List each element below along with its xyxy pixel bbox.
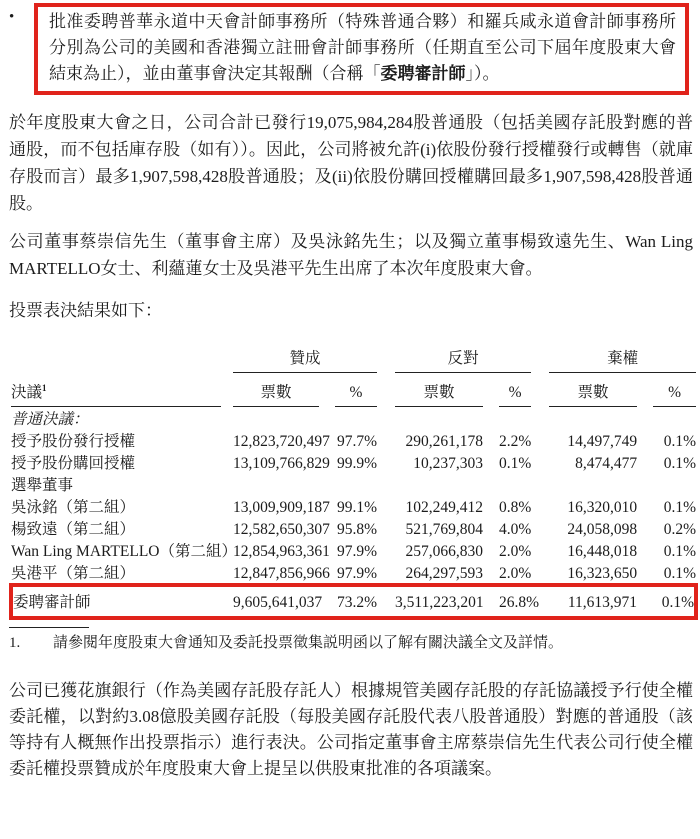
for-votes: 12,582,650,307 xyxy=(233,521,330,538)
column-gap xyxy=(483,429,499,451)
paragraph-shares-issued: 於年度股東大會之日，公司合計已發行19,075,984,284股普通股（包括美國存託股對應的普通股，而不包括庫存股（如有））。因此，公司將被允許(i)依股份發行授權發行或轉售（就庫存股而言）最多1,907,598,428股普通股；及(ii)依股份購回授權購回最多1,907,598,428股普通股。 xyxy=(9,113,693,213)
table-group-header-row xyxy=(11,346,696,373)
for-votes: 12,854,963,361 xyxy=(233,543,330,560)
against-pct: 2.0% xyxy=(499,543,532,560)
column-gap xyxy=(221,561,233,585)
table-subheader-row xyxy=(11,373,696,407)
against-votes: 10,237,303 xyxy=(413,455,484,472)
column-gap xyxy=(483,585,499,618)
for-pct-header: % xyxy=(335,373,377,407)
auditor-resolution-text-post: 」）。 xyxy=(465,64,500,83)
against-pct: 2.0% xyxy=(499,565,532,582)
against-votes: 102,249,412 xyxy=(405,499,484,516)
for-votes: 12,823,720,497 xyxy=(233,433,330,450)
table-row-director-jerry-yang xyxy=(11,517,696,539)
abstain-pct: 0.1% xyxy=(663,499,697,516)
table-row-director-wu-kang-ping xyxy=(11,561,696,585)
resolution-label: 吳港平（第二組） xyxy=(11,565,136,582)
abstain-pct: 0.1% xyxy=(663,543,697,560)
column-gap xyxy=(483,451,499,473)
abstain-pct-header: % xyxy=(653,373,696,407)
column-group-for: 贊成 xyxy=(233,346,377,373)
table-row-director-wu-yongming xyxy=(11,495,696,517)
paragraph-attendees: 公司董事蔡崇信先生（董事會主席）及吳泳銘先生；以及獨立董事楊致遠先生、Wan Ling MARTELLO女士、利蘊蓮女士及吳港平先生出席了本次年度股東大會。 xyxy=(9,232,693,278)
for-votes: 12,847,856,966 xyxy=(233,565,330,582)
column-gap xyxy=(531,451,549,473)
column-gap xyxy=(637,585,653,618)
column-gap xyxy=(377,561,395,585)
column-group-abstain: 棄權 xyxy=(549,346,696,373)
resolution-label: 楊致遠（第二組） xyxy=(11,521,136,538)
column-gap xyxy=(221,495,233,517)
highlight-box-auditor-resolution xyxy=(34,3,689,95)
column-gap xyxy=(221,346,233,373)
abstain-pct: 0.1% xyxy=(663,565,697,582)
paragraph-citibank-proxy: 公司已獲花旗銀行（作為美國存託股存託人）根據規管美國存託股的存託協議授予行使全權委託權，以對約3.08億股美國存託股（每股美國存託股代表八股普通股）對應的普通股（該等持有人概無作出投票指示）進行表決。公司指定董事會主席蔡崇信先生代表公司行使全權委託權投票贊成於年度股東大會上提呈以供股東批准的各項議案。 xyxy=(9,681,693,778)
resolution-label: 委聘審計師 xyxy=(11,585,221,618)
column-gap xyxy=(221,585,233,618)
auditor-resolution-text xyxy=(49,9,676,87)
paragraph-results-intro: 投票表決結果如下： xyxy=(9,301,162,320)
column-gap xyxy=(637,495,653,517)
column-gap xyxy=(531,495,549,517)
table-row-share-issuance xyxy=(11,429,696,451)
column-gap xyxy=(377,346,395,373)
auditor-resolution-text-bold: 委聘審計師 xyxy=(380,64,466,83)
for-votes: 9,605,641,037 xyxy=(233,585,319,618)
table-row-section-election xyxy=(11,473,696,495)
column-gap xyxy=(221,451,233,473)
resolution-header-label: 決議 xyxy=(11,384,43,401)
section-label: 選舉董事 xyxy=(11,477,74,494)
against-pct: 0.1% xyxy=(499,455,532,472)
abstain-pct: 0.2% xyxy=(663,521,697,538)
resolution-header xyxy=(11,373,221,407)
resolution-label: 授予股份購回授權 xyxy=(11,455,136,472)
auditor-resolution-bullet-item xyxy=(9,3,693,95)
abstain-votes: 14,497,749 xyxy=(567,433,638,450)
column-gap xyxy=(637,429,653,451)
abstain-votes: 16,448,018 xyxy=(567,543,638,560)
column-gap xyxy=(483,561,499,585)
abstain-votes: 24,058,098 xyxy=(567,521,638,538)
column-gap xyxy=(377,539,395,561)
abstain-votes: 11,613,971 xyxy=(549,585,637,618)
against-pct: 26.8% xyxy=(499,585,531,618)
for-votes: 13,009,909,187 xyxy=(233,499,330,516)
column-gap xyxy=(377,451,395,473)
against-votes: 264,297,593 xyxy=(405,565,484,582)
resolution-label: 吳泳銘（第二組） xyxy=(11,499,136,516)
abstain-votes: 16,323,650 xyxy=(567,565,638,582)
column-gap xyxy=(483,373,499,407)
column-gap xyxy=(531,429,549,451)
column-gap xyxy=(221,429,233,451)
table-row-section-ordinary xyxy=(11,407,696,430)
footnote-1 xyxy=(9,632,693,654)
resolution-label: 授予股份發行授權 xyxy=(11,433,136,450)
column-gap xyxy=(637,561,653,585)
column-gap xyxy=(531,561,549,585)
abstain-pct: 0.1% xyxy=(663,455,697,472)
column-gap xyxy=(483,517,499,539)
against-pct: 4.0% xyxy=(499,521,532,538)
abstain-votes: 8,474,477 xyxy=(575,455,638,472)
empty-header xyxy=(11,346,221,373)
for-pct: 99.1% xyxy=(336,499,378,516)
for-votes: 13,109,766,829 xyxy=(233,455,330,472)
against-pct: 2.2% xyxy=(499,433,532,450)
column-gap xyxy=(377,517,395,539)
column-gap xyxy=(377,585,395,618)
resolution-label: Wan Ling MARTELLO（第二組） xyxy=(11,543,237,560)
against-votes: 3,511,223,201 xyxy=(395,585,483,618)
against-votes-header: 票數 xyxy=(395,373,483,407)
column-gap xyxy=(221,517,233,539)
for-pct: 73.2% xyxy=(335,585,377,618)
abstain-pct: 0.1% xyxy=(653,585,696,618)
abstain-votes: 16,320,010 xyxy=(567,499,638,516)
column-gap xyxy=(221,373,233,407)
for-pct: 97.7% xyxy=(336,433,378,450)
against-pct-header: % xyxy=(499,373,531,407)
against-votes: 521,769,804 xyxy=(405,521,484,538)
abstain-votes-header: 票數 xyxy=(549,373,637,407)
column-gap xyxy=(637,451,653,473)
abstain-pct: 0.1% xyxy=(663,433,697,450)
column-gap xyxy=(531,373,549,407)
for-pct: 97.9% xyxy=(336,543,378,560)
table-row-share-repurchase xyxy=(11,451,696,473)
column-gap xyxy=(483,495,499,517)
for-pct: 97.9% xyxy=(336,565,378,582)
voting-results-table xyxy=(9,346,698,620)
column-gap xyxy=(531,539,549,561)
against-votes: 290,261,178 xyxy=(405,433,484,450)
auditor-resolution-text-pre: 批准委聘普華永道中天會計師事務所（特殊普通合夥）和羅兵咸永道會計師事務所分別為公司的美國和香港獨立註冊會計師事務所（任期直至公司下屆年度股東大會結束為止），並由董事會決定其報酬（合稱「 xyxy=(49,12,676,83)
column-gap xyxy=(637,373,653,407)
footnote-separator xyxy=(9,627,89,628)
footnote-text: 請參閱年度股東大會通知及委託投票徵集説明函以了解有關決議全文及詳情。 xyxy=(53,635,564,651)
column-gap xyxy=(637,539,653,561)
table-row-auditor-appointment-highlighted xyxy=(11,585,696,618)
column-gap xyxy=(319,373,335,407)
column-gap xyxy=(377,495,395,517)
footnote-number: 1. xyxy=(9,635,21,651)
column-group-against: 反對 xyxy=(395,346,531,373)
for-votes-header: 票數 xyxy=(233,373,319,407)
table-row-director-wan-ling-martello xyxy=(11,539,696,561)
column-gap xyxy=(531,346,549,373)
column-gap xyxy=(637,517,653,539)
column-gap xyxy=(377,429,395,451)
section-label: 普通決議： xyxy=(11,411,89,428)
column-gap xyxy=(531,517,549,539)
bullet-marker-icon: • xyxy=(9,9,15,25)
against-pct: 0.8% xyxy=(499,499,532,516)
resolution-footnote-ref: 1 xyxy=(42,382,47,393)
for-pct: 95.8% xyxy=(336,521,378,538)
column-gap xyxy=(483,539,499,561)
against-votes: 257,066,830 xyxy=(405,543,484,560)
column-gap xyxy=(377,373,395,407)
for-pct: 99.9% xyxy=(336,455,378,472)
